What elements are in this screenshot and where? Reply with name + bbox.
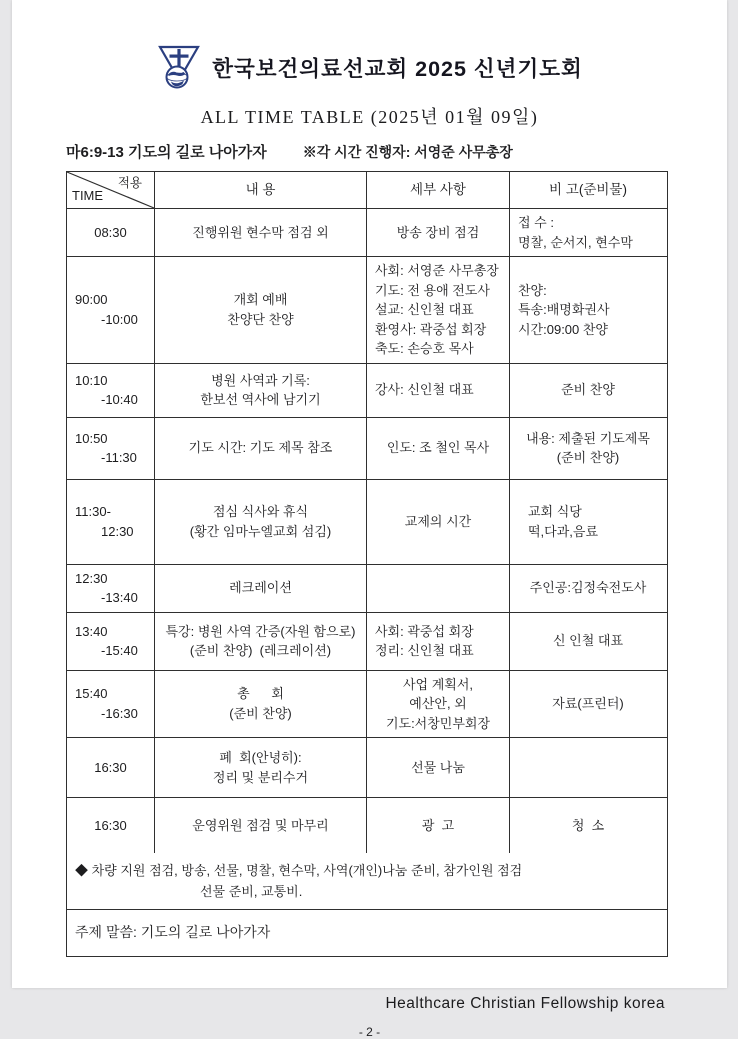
cell-line: 예산안, 외 [409, 696, 467, 711]
cell-line: 교회 식당 [528, 504, 582, 519]
cell-line: 사회: 서영준 사무총장 [375, 263, 499, 278]
theme-text: 주제 말씀: 기도의 길로 나아가자 [75, 923, 271, 940]
scripture-row [66, 141, 727, 162]
time-cell [67, 209, 155, 256]
cell-line: 총 회 [237, 686, 284, 702]
notes-cell [510, 257, 666, 363]
cell-line: -16:30 [101, 705, 138, 721]
details-cell [367, 738, 510, 797]
cell-line: 환영사: 곽중섭 회장 [375, 321, 487, 337]
cell-line: (황간 임마누엘교회 섬김) [189, 523, 332, 539]
details-cell [367, 209, 510, 256]
document-header [12, 0, 727, 90]
cell-line: 찬양: [518, 282, 547, 298]
cell-line: 점심 식사와 휴식 [212, 504, 309, 519]
notes-cell [510, 364, 666, 417]
table-row [67, 480, 667, 565]
content-cell [155, 257, 367, 363]
corner-header-cell [67, 172, 155, 208]
timetable [66, 171, 668, 957]
footnote-line: ◆ 차량 지원 점검, 방송, 선물, 명찰, 현수막, 사역(개인)나눔 준비, 참가인원 점검 [75, 863, 523, 878]
time-cell [67, 613, 155, 670]
cell-line: 신 인철 대표 [552, 633, 623, 649]
time-cell [67, 671, 155, 738]
cell-line: 인도: 조 철인 목사 [386, 440, 490, 456]
details-cell [367, 364, 510, 417]
cell-line: 기도: 전 용애 전도사 [375, 282, 490, 298]
cell-line: 사업 계획서, [402, 676, 473, 692]
notes-cell [510, 480, 666, 564]
table-header-row [67, 172, 667, 209]
cell-line: 12:30 [75, 570, 108, 586]
scripture-text: 마6:9-13 기도의 길로 나아가자 [66, 144, 267, 161]
cell-line: -10:40 [101, 392, 138, 407]
notes-cell [510, 798, 666, 853]
cell-line: (준비 찬양) (레크레이션) [189, 643, 332, 658]
time-cell [67, 257, 155, 363]
column-header-notes: 비 고(준비물) [549, 181, 627, 197]
notes-cell [510, 418, 666, 479]
table-row [67, 257, 667, 364]
table-row [67, 565, 667, 613]
cell-line: (준비 찬양) [556, 450, 620, 465]
footer-org-name: Healthcare Christian Fellowship korea [385, 994, 665, 1012]
cell-line: 10:10 [75, 372, 108, 388]
cell-line: 정리 및 분리수거 [212, 769, 309, 785]
cell-line: 접 수 : [518, 215, 554, 230]
notes-cell [510, 565, 666, 612]
table-row [67, 798, 667, 853]
cell-line: 정리: 신인철 대표 [375, 643, 474, 658]
cell-line: 12:30 [101, 523, 134, 539]
content-cell [155, 671, 367, 738]
content-cell [155, 613, 367, 670]
cell-line: 기도 시간: 기도 제목 참조 [188, 440, 333, 456]
column-header-details: 세부 사항 [367, 172, 510, 208]
cell-line: 08:30 [94, 224, 127, 240]
host-note: ※각 시간 진행자: 서영준 사무총장 [302, 144, 513, 160]
time-cell [67, 738, 155, 797]
cell-line: -11:30 [101, 450, 137, 465]
timetable-subtitle: ALL TIME TABLE (2025년 01월 09일) [200, 107, 539, 127]
cell-line: 떡,다과,음료 [528, 523, 599, 539]
table-row [67, 738, 667, 798]
details-cell [367, 565, 510, 612]
content-cell [155, 565, 367, 612]
cell-line: 방송 장비 점검 [396, 224, 480, 240]
notes-cell [510, 613, 666, 670]
cell-line: 특강: 병원 사역 간증(자원 함으로) [165, 623, 356, 639]
time-cell [67, 565, 155, 612]
time-cell [67, 418, 155, 479]
cell-line: 16:30 [94, 817, 127, 833]
timetable-body [67, 209, 667, 853]
details-cell [367, 613, 510, 670]
cell-line: 강사: 신인철 대표 [375, 382, 474, 398]
cell-line: -15:40 [101, 643, 138, 658]
cell-line: (준비 찬양) [229, 705, 292, 721]
cell-line: 레크레이션 [229, 580, 292, 596]
cell-line: 명찰, 순서지, 현수막 [518, 234, 633, 250]
content-cell [155, 418, 367, 479]
cell-line: 10:50 [75, 430, 108, 446]
footnote-row [67, 853, 667, 910]
org-title: 한국보건의료선교회 2025 신년기도회 [212, 56, 583, 81]
document-page [12, 0, 727, 1039]
cell-line: 준비 찬양 [561, 382, 615, 398]
column-header-content: 내 용 [155, 172, 367, 208]
page-number: - 2 - [358, 1024, 381, 1039]
cell-line: 15:40 [75, 686, 108, 702]
cell-line: 특송:배명화권사 [518, 302, 610, 317]
cell-line: 교제의 시간 [404, 513, 472, 529]
cell-line: 13:40 [75, 623, 108, 639]
cell-line: 개회 예배 [233, 292, 288, 308]
cell-line: 내용: 제출된 기도제목 [526, 430, 650, 446]
time-cell [67, 364, 155, 417]
cell-line: -13:40 [101, 590, 138, 605]
cell-line: 병원 사역과 기록: [211, 372, 310, 388]
cell-line: 한보선 역사에 남기기 [200, 392, 321, 407]
hcf-globe-cross-logo-icon [156, 44, 202, 90]
table-row [67, 364, 667, 418]
cell-line: 기도:서창민부회장 [385, 715, 491, 731]
table-row [67, 613, 667, 671]
cell-line: 운영위원 점검 및 마무리 [192, 817, 329, 833]
cell-line: 자료(프린터) [552, 696, 624, 711]
cell-line: 찬양단 찬양 [227, 311, 294, 327]
table-row [67, 671, 667, 739]
corner-label-time: TIME [72, 187, 104, 203]
content-cell [155, 364, 367, 417]
cell-line: 광 고 [421, 817, 455, 833]
footnote-line: 선물 준비, 교통비. [200, 883, 303, 899]
theme-row [67, 910, 667, 956]
details-cell [367, 480, 510, 564]
cell-line: 11:30- [75, 504, 111, 519]
content-cell [155, 738, 367, 797]
content-cell [155, 209, 367, 256]
time-cell [67, 798, 155, 853]
notes-cell [510, 738, 666, 797]
details-cell [367, 257, 510, 363]
cell-line: 시간:09:00 찬양 [518, 321, 608, 337]
content-cell [155, 798, 367, 853]
cell-line: 주인공:김정숙전도사 [529, 580, 647, 596]
details-cell [367, 418, 510, 479]
table-row [67, 418, 667, 480]
notes-cell [510, 671, 666, 738]
cell-line: 청 소 [571, 817, 605, 833]
cell-line: 사회: 곽중섭 회장 [375, 623, 474, 639]
cell-line: 폐 회(안녕히): [219, 750, 302, 765]
footnote-cell [67, 853, 667, 909]
cell-line: -10:00 [101, 311, 138, 327]
cell-line: 설교: 신인철 대표 [375, 302, 474, 317]
cell-line: 진행위원 현수막 점검 외 [192, 224, 329, 240]
cell-line: 축도: 손승호 목사 [375, 341, 474, 356]
notes-cell [510, 209, 666, 256]
content-cell [155, 480, 367, 564]
cell-line: 16:30 [94, 759, 127, 775]
cell-line: 90:00 [75, 292, 108, 308]
details-cell [367, 798, 510, 853]
corner-label-apply: 적용 [117, 176, 142, 190]
cell-line: 선물 나눔 [411, 759, 465, 775]
details-cell [367, 671, 510, 738]
table-row [67, 209, 667, 257]
time-cell [67, 480, 155, 564]
